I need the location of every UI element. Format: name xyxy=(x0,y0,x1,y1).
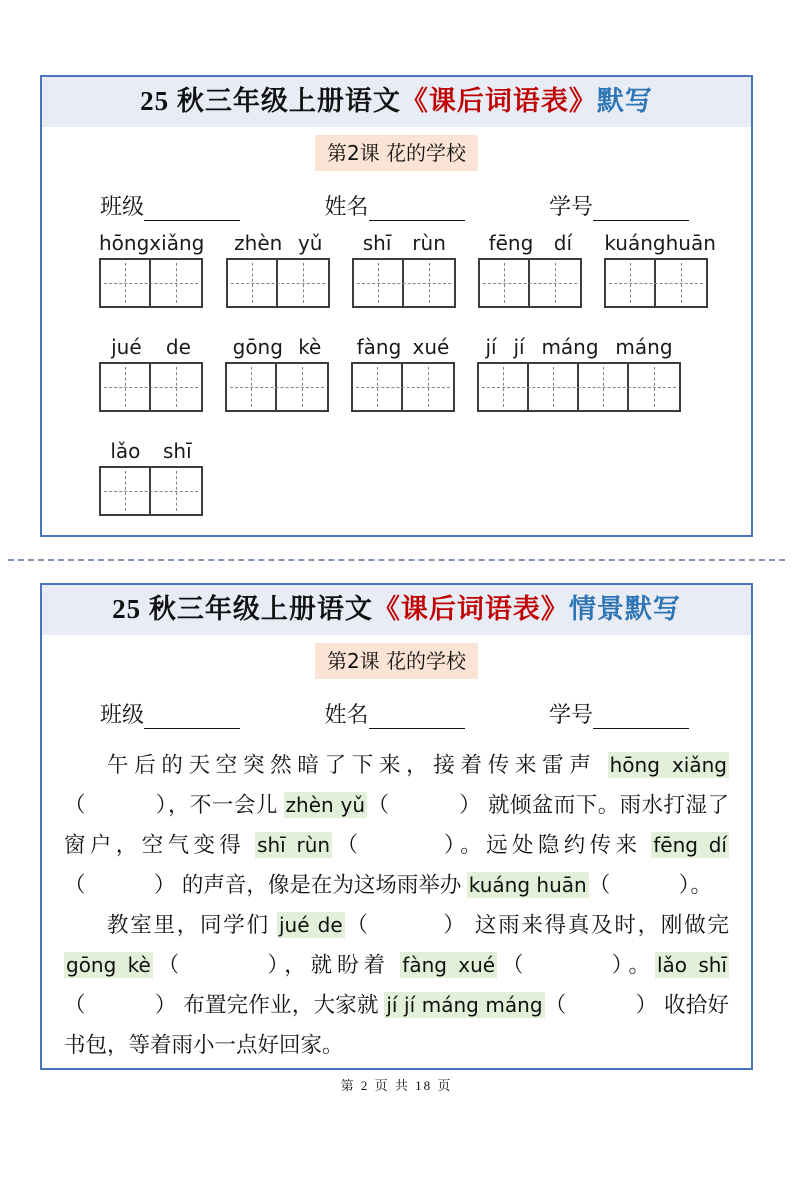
lesson-chip-wrap xyxy=(42,643,751,681)
card-title xyxy=(42,77,751,127)
card-title xyxy=(42,585,751,635)
field-number-label: 学号 xyxy=(548,702,593,727)
card-title-prefix: 25 秋三年级上册语文 xyxy=(140,86,401,116)
answer-blank: （ ） xyxy=(64,793,168,817)
story-paragraph xyxy=(64,905,729,1065)
field-number-underline xyxy=(593,199,689,221)
tianzige-cell xyxy=(530,260,580,306)
pinyin-syllable: huān xyxy=(665,231,716,255)
pinyin-syllable: xué xyxy=(412,335,450,359)
tianzige-cell xyxy=(656,260,706,306)
tianzige-cell xyxy=(277,364,327,410)
pinyin-highlight: shī rùn xyxy=(257,833,331,857)
story-text: 的声音，像是在为这场雨举办 xyxy=(176,873,467,897)
field-number-underline xyxy=(593,707,689,729)
pinyin-label xyxy=(478,231,582,255)
pinyin-syllable: fēng xyxy=(488,231,534,255)
writing-grid xyxy=(99,466,203,516)
pinyin-word-group xyxy=(352,231,456,308)
pinyin-syllable: jí xyxy=(485,335,497,359)
pinyin-label xyxy=(604,231,716,255)
pinyin-syllable: zhèn xyxy=(234,231,283,255)
pinyin-highlight: jué de xyxy=(278,913,343,937)
answer-blank: （ ） xyxy=(64,993,178,1017)
answer-blank: （ ） xyxy=(367,793,483,817)
pinyin-highlight: kuáng huān xyxy=(468,873,587,897)
pinyin-label xyxy=(99,439,203,463)
field-class-underline xyxy=(144,199,240,221)
field-name-label: 姓名 xyxy=(324,194,369,219)
tianzige-cell xyxy=(403,364,453,410)
pinyin-syllable: kè xyxy=(298,335,322,359)
dictation-card xyxy=(40,75,753,537)
pinyin-highlight: gōng kè xyxy=(66,953,151,977)
pinyin-syllable: kuáng xyxy=(604,231,666,255)
answer-blank: （ ） xyxy=(344,913,468,937)
tianzige-cell xyxy=(354,260,404,306)
tianzige-cell xyxy=(629,364,679,410)
writing-grid xyxy=(225,362,329,412)
answer-blank: （ ） xyxy=(588,873,691,897)
tianzige-cell xyxy=(151,260,201,306)
story-paragraph xyxy=(64,745,729,905)
tianzige-cell xyxy=(479,364,529,410)
writing-grid xyxy=(226,258,330,308)
pinyin-word-group xyxy=(351,335,455,412)
pinyin-highlight: jí jí máng máng xyxy=(386,993,543,1017)
answer-blank: （ ） xyxy=(332,833,461,857)
page-separator xyxy=(8,559,785,561)
story-area xyxy=(42,745,751,1065)
writing-grid xyxy=(351,362,455,412)
pinyin-label xyxy=(477,335,681,359)
tianzige-cell xyxy=(101,364,151,410)
answer-blank: （ ） xyxy=(64,873,177,897)
pinyin-syllable: de xyxy=(165,335,191,359)
tianzige-cell xyxy=(579,364,629,410)
tianzige-cell xyxy=(151,364,201,410)
tianzige-cell xyxy=(606,260,656,306)
pinyin-syllable: gōng xyxy=(232,335,283,359)
pinyin-syllable: shī xyxy=(362,231,392,255)
pinyin-syllable: rùn xyxy=(412,231,446,255)
card-title-mode: 情景默写 xyxy=(568,594,681,624)
pinyin-label xyxy=(99,231,204,255)
pinyin-word-row xyxy=(99,231,751,308)
writing-grid xyxy=(99,362,203,412)
pinyin-syllable: máng xyxy=(541,335,599,359)
word-grid-area xyxy=(42,231,751,516)
field-class xyxy=(100,190,240,221)
pinyin-syllable: dí xyxy=(553,231,573,255)
pinyin-highlight: fēng dí xyxy=(653,833,727,857)
pinyin-syllable: jué xyxy=(111,335,142,359)
field-class xyxy=(100,698,240,729)
pinyin-word-group xyxy=(478,231,582,308)
tianzige-cell xyxy=(101,260,151,306)
answer-blank: （ ） xyxy=(497,953,629,977)
tianzige-cell xyxy=(101,468,151,514)
fields-row xyxy=(42,191,751,221)
card-title-book: 《课后词语表》 xyxy=(372,594,569,624)
tianzige-cell xyxy=(227,364,277,410)
pinyin-syllable: xiǎng xyxy=(149,231,205,255)
field-class-label: 班级 xyxy=(100,194,145,219)
pinyin-word-group xyxy=(226,231,330,308)
pinyin-syllable: yǔ xyxy=(297,231,323,255)
field-name xyxy=(324,698,464,729)
story-text: 就倾盆而下。雨水打湿了窗户，空气变得 xyxy=(64,793,729,857)
field-class-label: 班级 xyxy=(100,702,145,727)
pinyin-label xyxy=(99,335,203,359)
pinyin-label xyxy=(225,335,329,359)
card-title-mode: 默写 xyxy=(596,86,653,116)
pinyin-word-group xyxy=(99,335,203,412)
writing-grid xyxy=(477,362,681,412)
lesson-chip: 第2课 花的学校 xyxy=(315,135,478,171)
story-text: ，就盼着 xyxy=(284,953,401,977)
story-text: 教室里，同学们 xyxy=(107,913,277,937)
pinyin-word-row xyxy=(99,439,751,516)
pinyin-label xyxy=(226,231,330,255)
tianzige-cell xyxy=(151,468,201,514)
field-name-underline xyxy=(369,707,465,729)
tianzige-cell xyxy=(353,364,403,410)
pinyin-word-group xyxy=(477,335,681,412)
context-dictation-card xyxy=(40,583,753,1070)
fields-row xyxy=(42,699,751,729)
story-text: 这雨来得真及时，刚做完 xyxy=(467,913,729,937)
pinyin-highlight: zhèn yǔ xyxy=(285,793,365,817)
pinyin-highlight: lǎo shī xyxy=(656,953,727,977)
story-text: 收拾好书包，等着雨小一点好回家。 xyxy=(64,993,729,1057)
tianzige-cell xyxy=(529,364,579,410)
field-number-label: 学号 xyxy=(548,194,593,219)
tianzige-cell xyxy=(480,260,530,306)
field-number xyxy=(549,698,689,729)
answer-blank: （ ） xyxy=(544,993,659,1017)
pinyin-syllable: máng xyxy=(615,335,673,359)
pinyin-word-group xyxy=(99,439,203,516)
field-name-label: 姓名 xyxy=(324,702,369,727)
field-class-underline xyxy=(144,707,240,729)
story-text: 。远处隐约传来 xyxy=(460,833,652,857)
pinyin-word-group xyxy=(604,231,716,308)
page-footer: 第 2 页 共 18 页 xyxy=(340,1078,453,1093)
lesson-chip: 第2课 花的学校 xyxy=(315,643,478,679)
pinyin-highlight: fàng xué xyxy=(402,953,496,977)
writing-grid xyxy=(478,258,582,308)
story-text: 午后的天空突然暗了下来，接着传来雷声 xyxy=(107,753,608,777)
pinyin-syllable: shī xyxy=(163,439,192,463)
pinyin-word-group xyxy=(225,335,329,412)
field-name-underline xyxy=(369,199,465,221)
story-text: 布置完作业，大家就 xyxy=(177,993,385,1017)
tianzige-cell xyxy=(404,260,454,306)
card-title-book: 《课后词语表》 xyxy=(400,86,597,116)
writing-grid xyxy=(352,258,456,308)
pinyin-syllable: fàng xyxy=(356,335,402,359)
tianzige-cell xyxy=(228,260,278,306)
pinyin-syllable: jí xyxy=(513,335,525,359)
story-text: 。 xyxy=(690,873,712,897)
field-name xyxy=(324,190,464,221)
pinyin-highlight: hōng xiǎng xyxy=(609,753,727,777)
writing-grid xyxy=(99,258,203,308)
pinyin-syllable: hōng xyxy=(99,231,150,255)
story-text: ，不一会儿 xyxy=(167,793,284,817)
writing-grid xyxy=(604,258,708,308)
card-title-prefix: 25 秋三年级上册语文 xyxy=(112,594,373,624)
answer-blank: （ ） xyxy=(152,953,285,977)
story-text: 。 xyxy=(628,953,655,977)
pinyin-syllable: lǎo xyxy=(110,439,141,463)
worksheet-page xyxy=(0,75,793,1094)
field-number xyxy=(549,190,689,221)
pinyin-label xyxy=(351,335,455,359)
pinyin-label xyxy=(352,231,456,255)
pinyin-word-row xyxy=(99,335,751,412)
lesson-chip-wrap xyxy=(42,135,751,173)
tianzige-cell xyxy=(278,260,328,306)
pinyin-word-group xyxy=(99,231,204,308)
